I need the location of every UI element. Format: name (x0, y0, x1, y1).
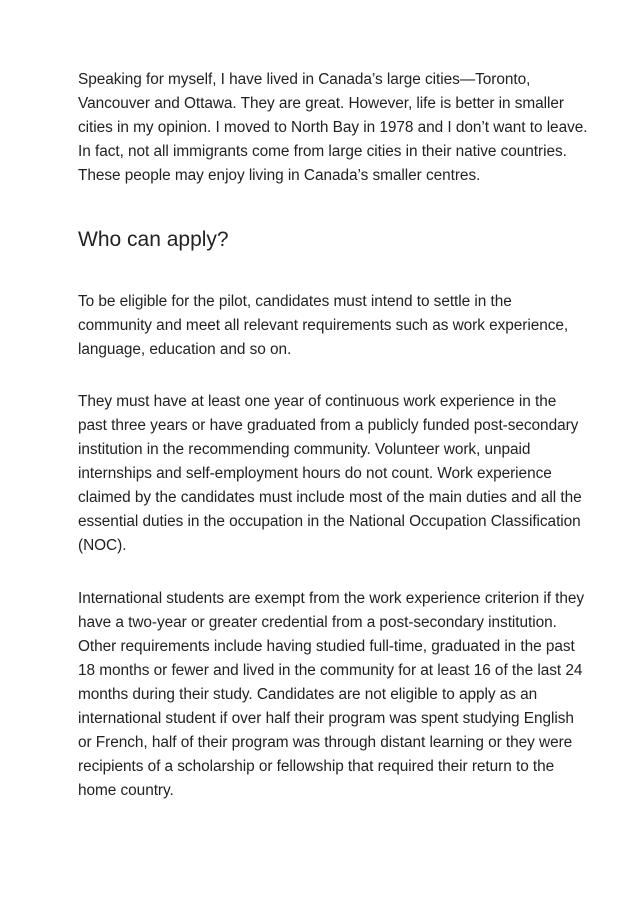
text-line: months during their study. Candidates are not eligible to apply as an (78, 686, 538, 703)
text-line: Vancouver and Ottawa. They are great. However, life is better in smaller (78, 95, 564, 112)
paragraph-intro (78, 68, 587, 188)
paragraph-work-experience (78, 390, 582, 558)
text-line: cities in my opinion. I moved to North Bay in 1978 and I don’t want to leave. (78, 119, 588, 136)
text-line: International students are exempt from the work experience criterion if they (78, 590, 585, 607)
text-line: past three years or have graduated from a publicly funded post-secondary (78, 417, 579, 434)
text-line: international student if over half their program was spent studying English (78, 710, 574, 727)
text-line: community and meet all relevant requirements such as work experience, (78, 317, 569, 334)
text-line: (NOC). (78, 537, 127, 554)
text-line: Other requirements include having studied full-time, graduated in the past (78, 638, 575, 655)
text-line: home country. (78, 782, 174, 799)
text-line: To be eligible for the pilot, candidates must intend to settle in the (78, 293, 512, 310)
section-heading: Who can apply? (78, 228, 229, 251)
text-line: These people may enjoy living in Canada’s smaller centres. (78, 167, 481, 184)
text-line: essential duties in the occupation in the National Occupation Classification (78, 513, 581, 530)
text-line: 18 months or fewer and lived in the community for at least 16 of the last 24 (78, 662, 583, 679)
text-line: In fact, not all immigrants come from large cities in their native countries. (78, 143, 567, 160)
text-line: claimed by the candidates must include most of the main duties and all the (78, 489, 582, 506)
text-line: Speaking for myself, I have lived in Canada’s large cities—Toronto, (78, 71, 531, 88)
text-line: internships and self-employment hours do not count. Work experience (78, 465, 552, 482)
text-line: have a two-year or greater credential from a post-secondary institution. (78, 614, 557, 631)
text-line: institution in the recommending community. Volunteer work, unpaid (78, 441, 531, 458)
text-line: recipients of a scholarship or fellowship that required their return to the (78, 758, 555, 775)
text-line: They must have at least one year of continuous work experience in the (78, 393, 557, 410)
text-line: or French, half of their program was through distant learning or they were (78, 734, 573, 751)
text-line: language, education and so on. (78, 341, 292, 358)
paragraph-international-students (78, 587, 584, 803)
paragraph-eligibility (78, 290, 568, 362)
